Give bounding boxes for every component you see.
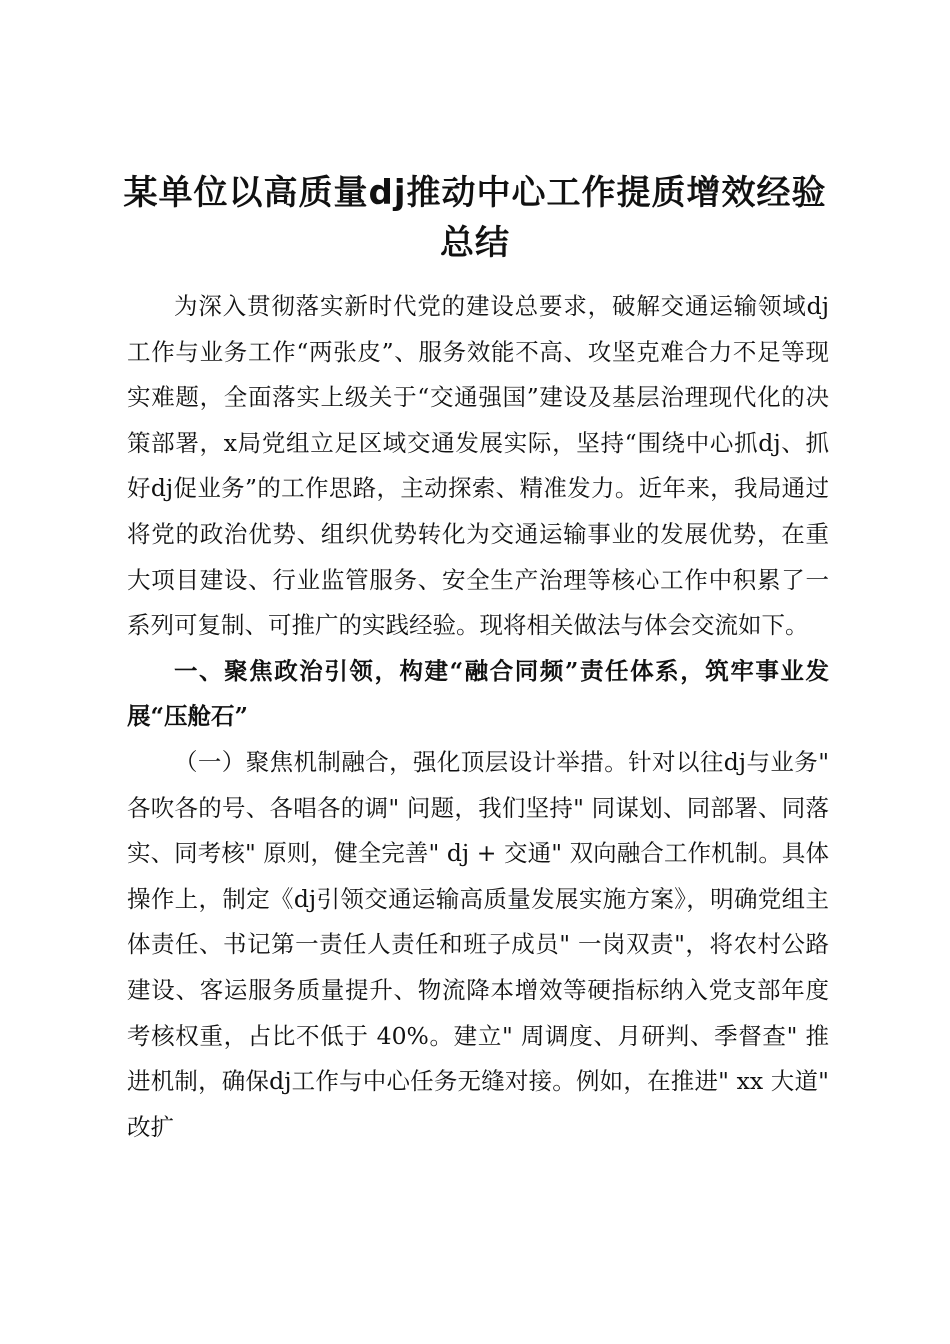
intro-paragraph: 为深入贯彻落实新时代党的建设总要求，破解交通运输领域dj工作与业务工作“两张皮”、服务效能不高、攻坚克难合力不足等现实难题，全面落实上级关于“交通强国”建设及基层治理现代化的决策部署，x局党组立足区域交通发展实际，坚持“围绕中心抓dj、抓好dj促业务”的工作思路，主动探索、精准发力。近年来，我局通过将党的政治优势、组织优势转化为交通运输事业的发展优势，在重大项目建设、行业监管服务、安全生产治理等核心工作中积累了一系列可复制、可推广的实践经验。现将相关做法与体会交流如下。 xyxy=(127,292,829,640)
body-paragraph: （一）聚焦机制融合，强化顶层设计举措。针对以往dj与业务" 各吹各的号、各唱各的调" 问题，我们坚持" 同谋划、同部署、同落实、同考核" 原则，健全完善" dj + 交通" 双向融合工作机制。具体操作上，制定《dj引领交通运输高质量发展实施方案》，明确党组主体责任、书记第一责任人责任和班子成员" 一岗双责"，将农村公路建设、客运服务质量提升、物流降本增效等硬指标纳入党支部年度考核权重，占比不低于 40%。建立" 周调度、月研判、季督查" 推进机制，确保dj工作与中心任务无缝对接。例如，在推进" xx 大道" 改扩 xyxy=(127,747,829,1141)
document-title: 某单位以高质量dj推动中心工作提质增效经验总结 xyxy=(123,173,827,263)
document-body xyxy=(127,284,829,1150)
section-heading: 一、聚焦政治引领，构建“融合同频”责任体系，筑牢事业发展“压舱石” xyxy=(127,656,829,731)
